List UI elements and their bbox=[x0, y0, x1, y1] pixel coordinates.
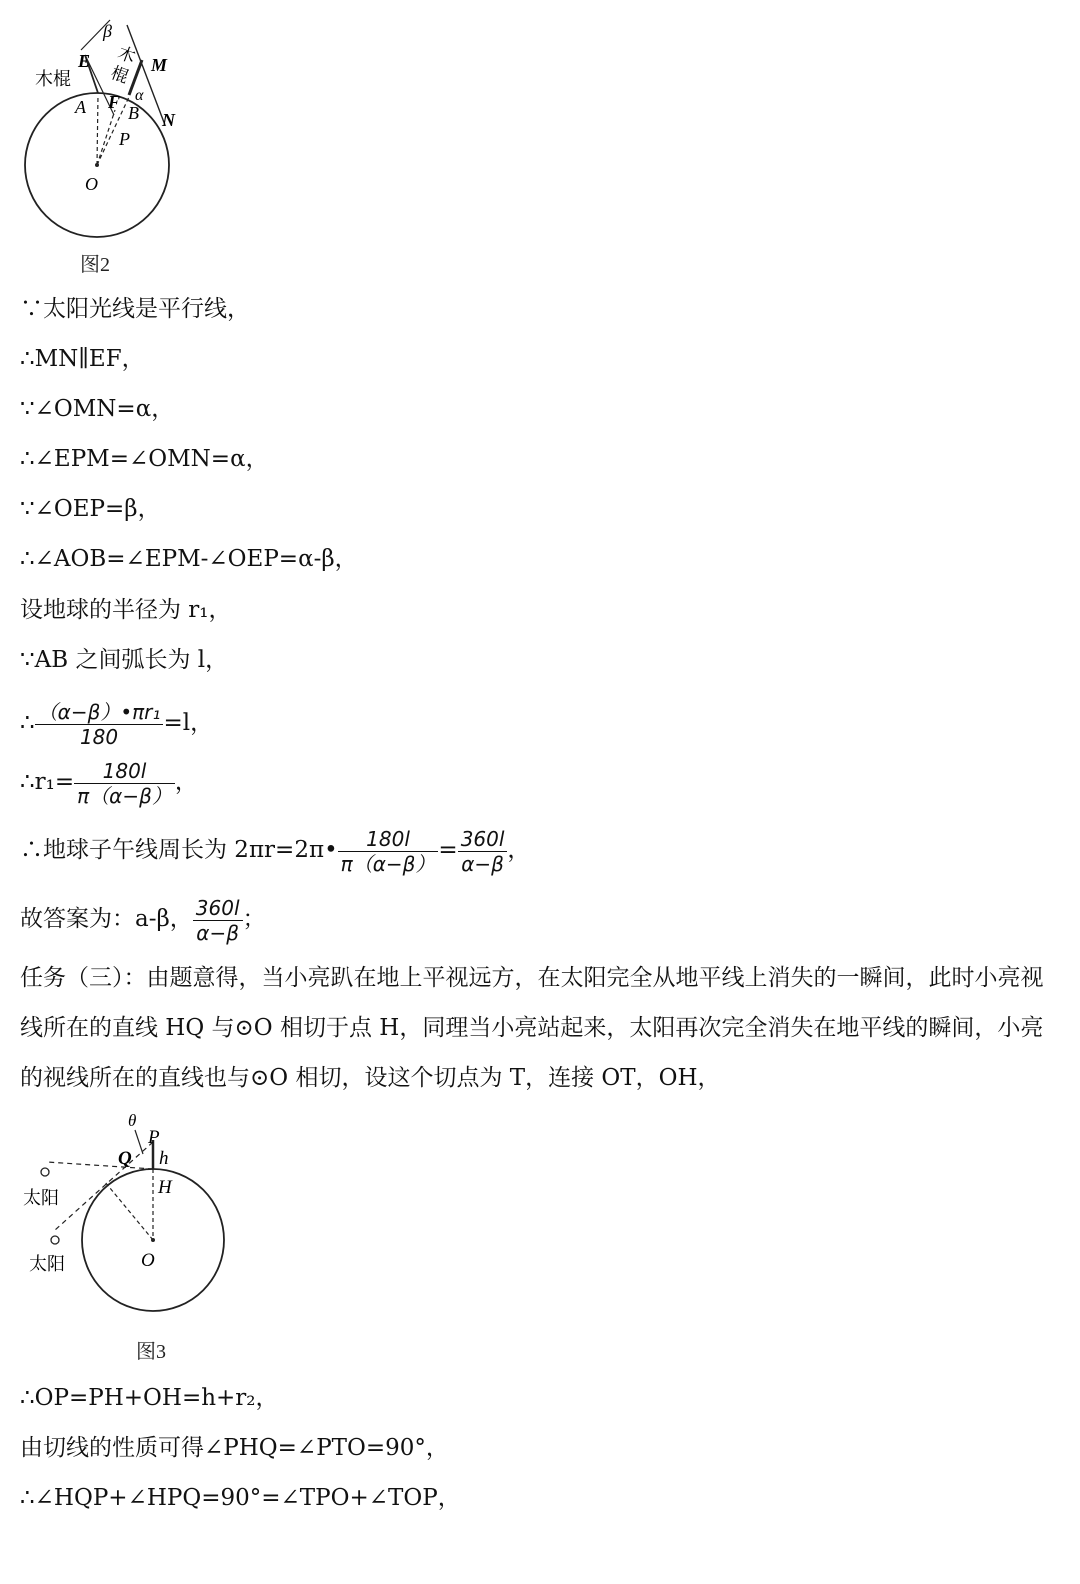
formula-r1 bbox=[20, 756, 198, 808]
formula-circ-den1: π（α−β） bbox=[338, 851, 439, 876]
answer-num: 360l bbox=[195, 895, 240, 920]
text-line-11: ∴∠HQP+∠HPQ=90°=∠TPO+∠TOP， bbox=[20, 1485, 461, 1511]
formula-circ-num1: 180l bbox=[366, 826, 410, 851]
label-a: A bbox=[75, 97, 86, 117]
line-op bbox=[97, 110, 115, 165]
sun2-icon bbox=[51, 1236, 59, 1244]
formula-arc bbox=[20, 697, 213, 749]
text-line-7: 设地球的半径为 r₁， bbox=[20, 597, 232, 623]
text-line-9: ∴OP=PH+OH=h+r₂， bbox=[20, 1385, 279, 1411]
line-ot bbox=[105, 1182, 153, 1240]
label-n: N bbox=[162, 110, 175, 130]
text-line-4: ∴∠EPM=∠OMN=α， bbox=[20, 446, 269, 472]
tangent-hq bbox=[47, 1162, 153, 1169]
text-line-10: 由切线的性质可得∠PHQ=∠PTO=90°， bbox=[20, 1435, 449, 1461]
center-o bbox=[95, 163, 99, 167]
label-sun2: 太阳 bbox=[29, 1254, 65, 1274]
text-line-3: ∵∠OMN=α， bbox=[20, 396, 175, 422]
tangent-pt bbox=[55, 1142, 153, 1230]
formula-circ-prefix: ∴地球子午线周长为 2πr=2π• bbox=[20, 837, 338, 863]
formula-r1-num: 180l bbox=[102, 758, 147, 783]
formula-circumference bbox=[20, 824, 530, 876]
formula-r1-suffix: ， bbox=[174, 769, 198, 795]
label-h-small: h bbox=[159, 1148, 169, 1169]
text-line-5: ∵∠OEP=β， bbox=[20, 496, 161, 522]
label-b: B bbox=[128, 103, 139, 123]
label-h-big: H bbox=[158, 1177, 172, 1198]
answer-frac bbox=[193, 896, 243, 945]
figure-3 bbox=[15, 1110, 245, 1325]
answer-prefix: 故答案为：a-β， bbox=[20, 906, 193, 932]
formula-arc-frac bbox=[35, 700, 164, 749]
label-o: O bbox=[85, 174, 98, 194]
formula-circ-eq: = bbox=[438, 837, 458, 863]
answer-den: α−β bbox=[193, 920, 243, 945]
figure-3-caption: 图3 bbox=[136, 1341, 166, 1363]
label-sun1: 太阳 bbox=[23, 1188, 59, 1208]
text-line-6: ∴∠AOB=∠EPM-∠OEP=α-β， bbox=[20, 546, 358, 572]
label-wood2b: 棍 bbox=[108, 63, 131, 87]
formula-r1-prefix: ∴r₁= bbox=[20, 769, 75, 795]
formula-r1-frac bbox=[74, 759, 175, 808]
radius-oa bbox=[97, 95, 98, 165]
formula-arc-suffix: =l， bbox=[163, 710, 214, 736]
formula-arc-num: （α−β）•πr₁ bbox=[37, 699, 161, 724]
label-alpha: α bbox=[135, 87, 144, 104]
formula-circ-suffix: ， bbox=[507, 837, 531, 863]
formula-r1-den: π（α−β） bbox=[74, 783, 175, 808]
task3-paragraph: 任务（三）：由题意得，当小亮趴在地上平视远方，在太阳完全从地平线上消失的一瞬间，此时小亮视线所在的直线 HQ 与⊙O 相切于点 H，同理当小亮站起来，太阳再次完全消失在地平线的瞬间，小亮的视线所在的直线也与⊙O 相切，设这个切点为 T，连接 OT，OH， bbox=[20, 965, 1044, 1091]
text-line-1: ∵太阳光线是平行线， bbox=[20, 296, 250, 322]
center-o-3 bbox=[151, 1238, 155, 1242]
label-theta: θ bbox=[128, 1111, 137, 1130]
formula-circ-frac2 bbox=[458, 827, 508, 876]
sun1-icon bbox=[41, 1168, 49, 1176]
label-p3: P bbox=[148, 1127, 160, 1148]
answer-line bbox=[20, 893, 266, 945]
formula-arc-prefix: ∴ bbox=[20, 710, 35, 736]
label-o3: O bbox=[141, 1250, 155, 1271]
label-wood2a: 木 bbox=[115, 43, 138, 67]
text-line-2: ∴MN∥EF， bbox=[20, 346, 145, 372]
label-p: P bbox=[119, 129, 130, 149]
figure-2 bbox=[15, 15, 215, 280]
formula-circ-num2: 360l bbox=[460, 826, 505, 851]
label-e: E bbox=[78, 51, 91, 71]
formula-circ-den2: α−β bbox=[458, 851, 508, 876]
formula-circ-frac1 bbox=[338, 827, 439, 876]
text-line-8: ∵AB 之间弧长为 l， bbox=[20, 647, 229, 673]
label-beta: β bbox=[103, 21, 112, 41]
label-m: M bbox=[151, 55, 168, 75]
label-wood1: 木棍 bbox=[35, 69, 71, 89]
label-q: Q bbox=[118, 1148, 132, 1169]
label-f: F bbox=[108, 92, 121, 112]
formula-arc-den: 180 bbox=[35, 724, 164, 749]
answer-suffix: ； bbox=[242, 906, 266, 932]
figure-2-caption: 图2 bbox=[80, 254, 110, 276]
theta-ray bbox=[135, 1130, 143, 1154]
